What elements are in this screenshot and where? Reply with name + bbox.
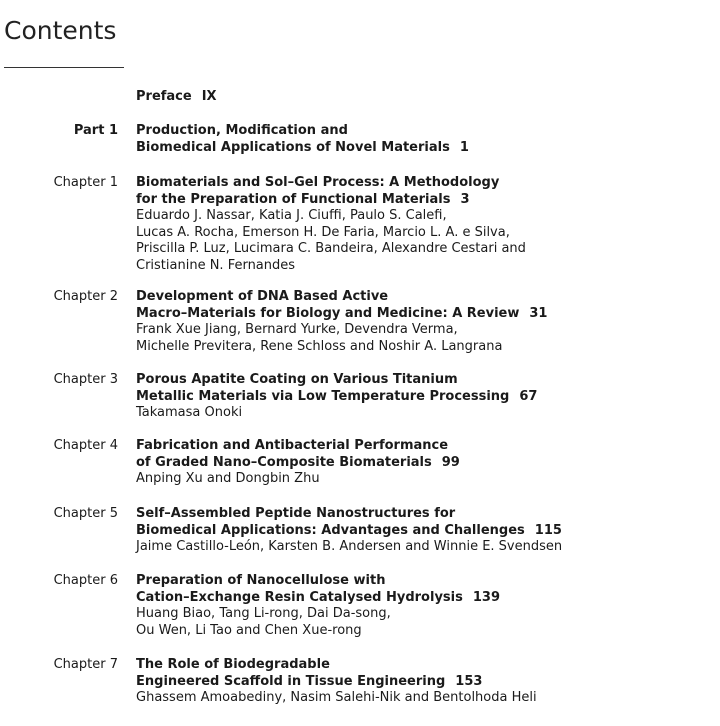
entry-title-line: Porous Apatite Coating on Various Titanium (136, 372, 458, 387)
page-number: 99 (441, 454, 460, 470)
authors-line: Huang Biao, Tang Li-rong, Dai Da-song, (136, 606, 391, 621)
entry-title-line: Metallic Materials via Low Temperature Processing 67 (136, 388, 538, 404)
entry-title-line: Production, Modification and (136, 123, 348, 138)
chapter-label: Chapter 4 (53, 438, 118, 453)
entry-title-line: Development of DNA Based Active (136, 289, 389, 304)
authors-line: Priscilla P. Luz, Lucimara C. Bandeira, Alexandre Cestari and (136, 241, 526, 256)
authors-line: Michelle Previtera, Rene Schloss and Noshir A. Langrana (136, 338, 503, 354)
entry-title-line: Biomedical Applications of Novel Materials 1 (136, 139, 469, 155)
authors-line: Eduardo J. Nassar, Katia J. Ciuffi, Paulo S. Calefi, (136, 208, 447, 223)
authors-line: Lucas A. Rocha, Emerson H. De Faria, Marcio L. A. e Silva, (136, 224, 510, 240)
chapter-label: Chapter 2 (53, 289, 118, 304)
chapter-label: Chapter 5 (53, 506, 118, 521)
authors-line: Anping Xu and Dongbin Zhu (136, 471, 320, 486)
authors-line: Takamasa Onoki (136, 405, 243, 420)
entry-title-line: Engineered Scaffold in Tissue Engineering 153 (136, 673, 483, 689)
authors-line: Frank Xue Jiang, Bernard Yurke, Devendra Verma, (136, 322, 458, 337)
entry-title-line: Macro–Materials for Biology and Medicine: A Review 31 (136, 305, 548, 321)
authors-line: Ghassem Amoabediny, Nasim Salehi-Nik and Bentolhoda Heli (136, 690, 537, 705)
page-number: 115 (534, 522, 562, 538)
page-number: 139 (472, 589, 500, 605)
page-title: Contents (4, 16, 117, 45)
chapter-label: Chapter 7 (53, 657, 118, 672)
heading-rule (4, 67, 124, 68)
entry-title-line: The Role of Biodegradable (136, 657, 330, 672)
entry-title-line: for the Preparation of Functional Materials 3 (136, 191, 470, 207)
entry-title-line: Biomaterials and Sol–Gel Process: A Methodology (136, 175, 500, 190)
authors-line: Ou Wen, Li Tao and Chen Xue-rong (136, 622, 362, 638)
page-number: 31 (529, 305, 548, 321)
chapter-label: Chapter 6 (53, 573, 118, 588)
entry-title-line: of Graded Nano–Composite Biomaterials 99 (136, 454, 460, 470)
authors-line: Cristianine N. Fernandes (136, 257, 296, 273)
entry-title-line: Cation–Exchange Resin Catalysed Hydrolysis 139 (136, 589, 500, 605)
page-number: 1 (459, 139, 469, 155)
entry-title-line: Biomedical Applications: Advantages and Challenges 115 (136, 522, 562, 538)
chapter-label: Chapter 1 (53, 175, 118, 190)
entry-title-line: Preparation of Nanocellulose with (136, 573, 386, 588)
page-number: 3 (460, 191, 470, 207)
page-number: IX (201, 89, 217, 104)
page-number: 67 (519, 388, 538, 404)
part-label: Part 1 (73, 123, 118, 138)
entry-title: Preface IX (136, 89, 217, 104)
page-number: 153 (455, 673, 483, 689)
entry-title-line: Self–Assembled Peptide Nanostructures for (136, 506, 456, 521)
chapter-label: Chapter 3 (53, 372, 118, 387)
entry-title-line: Fabrication and Antibacterial Performance (136, 438, 449, 453)
authors-line: Jaime Castillo-León, Karsten B. Andersen and Winnie E. Svendsen (136, 539, 563, 554)
